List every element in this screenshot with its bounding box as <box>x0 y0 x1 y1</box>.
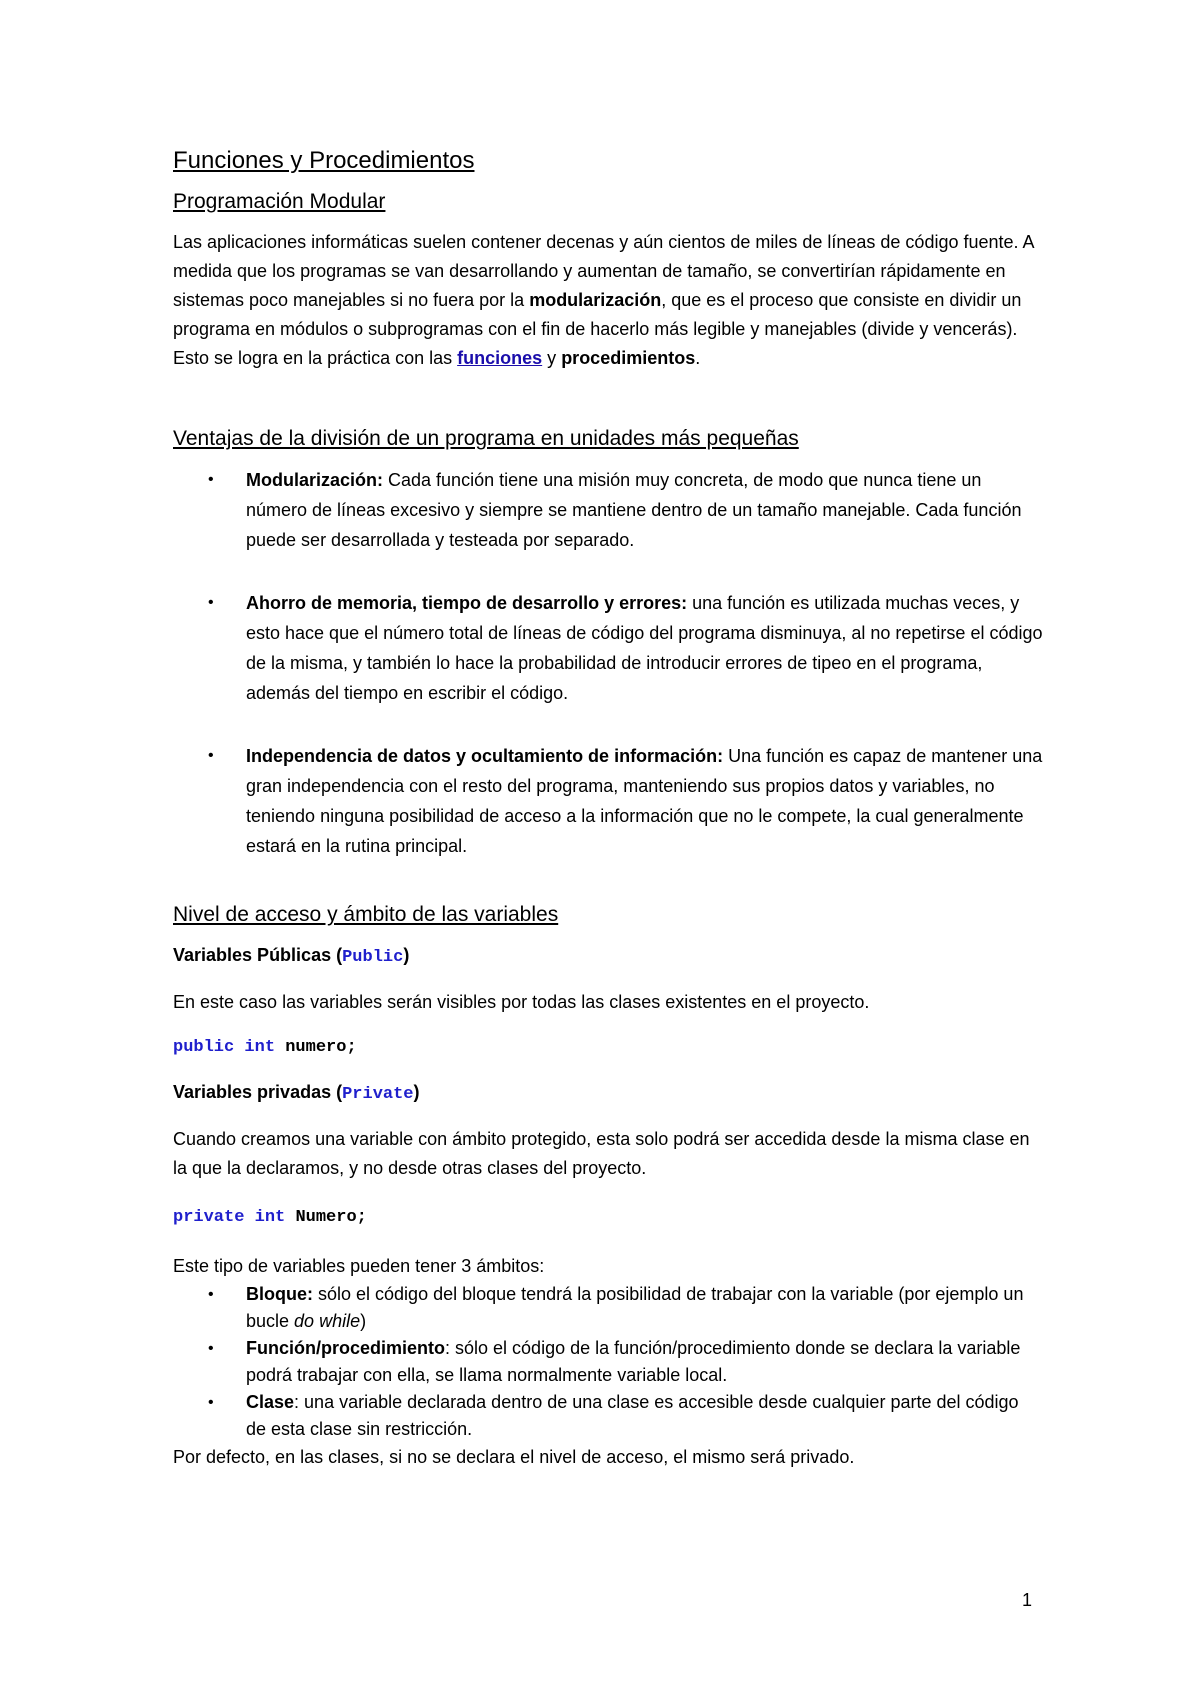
section-heading-nivel-acceso: Nivel de acceso y ámbito de las variables <box>173 903 559 926</box>
list-item: • Ahorro de memoria, tiempo de desarrollo y errores: una función es utilizada muchas veces, y esto hace que el número total de líneas de código del programa disminuya, al no repetirse el código de la misma, y también lo hace la probabilidad de introducir errores de tipeo en el programa, además del tiempo en escribir el código. <box>173 588 1043 708</box>
closing-note: Por defecto, en las clases, si no se declara el nivel de acceso, el mismo será privado. <box>173 1447 855 1467</box>
paragraph-intro: Las aplicaciones informáticas suelen contener decenas y aún cientos de miles de líneas de código fuente. A medida que los programas se van desarrollando y aumentan de tamaño, se convertirían rápidamente en sistemas poco manejables si no fuera por la modularización, que es el proceso que consiste en dividir un programa en módulos o subprogramas con el fin de hacerlo más legible y manejables (divide y vencerás). Esto se logra en la práctica con las funciones y procedimientos. <box>173 232 1034 368</box>
list-item: • Clase: una variable declarada dentro de una clase es accesible desde cualquier parte del código de esta clase sin restricción. <box>173 1389 1043 1443</box>
private-code-sample: private int Numero; <box>173 1208 367 1227</box>
scopes-list <box>173 1281 1043 1443</box>
page-title: Funciones y Procedimientos <box>173 147 475 174</box>
bullet-icon: • <box>208 1394 214 1411</box>
list-item: • Independencia de datos y ocultamiento de información: Una función es capaz de mantener una gran independencia con el resto del programa, manteniendo sus propios datos y variables, no teniendo ninguna posibilidad de acceso a la información que no le compete, la cual generalmente estará en la rutina principal. <box>173 741 1043 861</box>
page-content <box>173 146 1043 1472</box>
section-heading-modular: Programación Modular <box>173 190 386 213</box>
bullet-icon: • <box>208 747 214 764</box>
list-item: • Modularización: Cada función tiene una misión muy concreta, de modo que nunca tiene un número de líneas excesivo y siempre se mantiene dentro de un tamaño manejable. Cada función puede ser desarrollada y testeada por separado. <box>173 465 1043 555</box>
section-heading-ventajas: Ventajas de la división de un programa en unidades más pequeñas <box>173 427 799 450</box>
ventajas-list <box>173 465 1043 861</box>
public-code-sample: public int numero; <box>173 1038 357 1057</box>
private-variables-label: Variables privadas (Private) <box>173 1082 420 1104</box>
public-variables-label: Variables Públicas (Public) <box>173 945 410 967</box>
list-item: • Bloque: sólo el código del bloque tendrá la posibilidad de trabajar con la variable (por ejemplo un bucle do while) <box>173 1281 1043 1335</box>
scopes-intro: Este tipo de variables pueden tener 3 ámbitos: <box>173 1256 545 1276</box>
bullet-icon: • <box>208 1340 214 1357</box>
bullet-icon: • <box>208 1286 214 1303</box>
private-variables-desc: Cuando creamos una variable con ámbito protegido, esta solo podrá ser accedida desde la misma clase en la que la declaramos, y no desde otras clases del proyecto. <box>173 1129 1030 1178</box>
funciones-link[interactable]: funciones <box>457 348 543 368</box>
public-variables-desc: En este caso las variables serán visibles por todas las clases existentes en el proyecto. <box>173 992 870 1012</box>
list-item: • Función/procedimiento: sólo el código de la función/procedimiento donde se declara la variable podrá trabajar con ella, se llama normalmente variable local. <box>173 1335 1043 1389</box>
bullet-icon: • <box>208 471 214 488</box>
bullet-icon: • <box>208 594 214 611</box>
page-number: 1 <box>1022 1590 1033 1610</box>
